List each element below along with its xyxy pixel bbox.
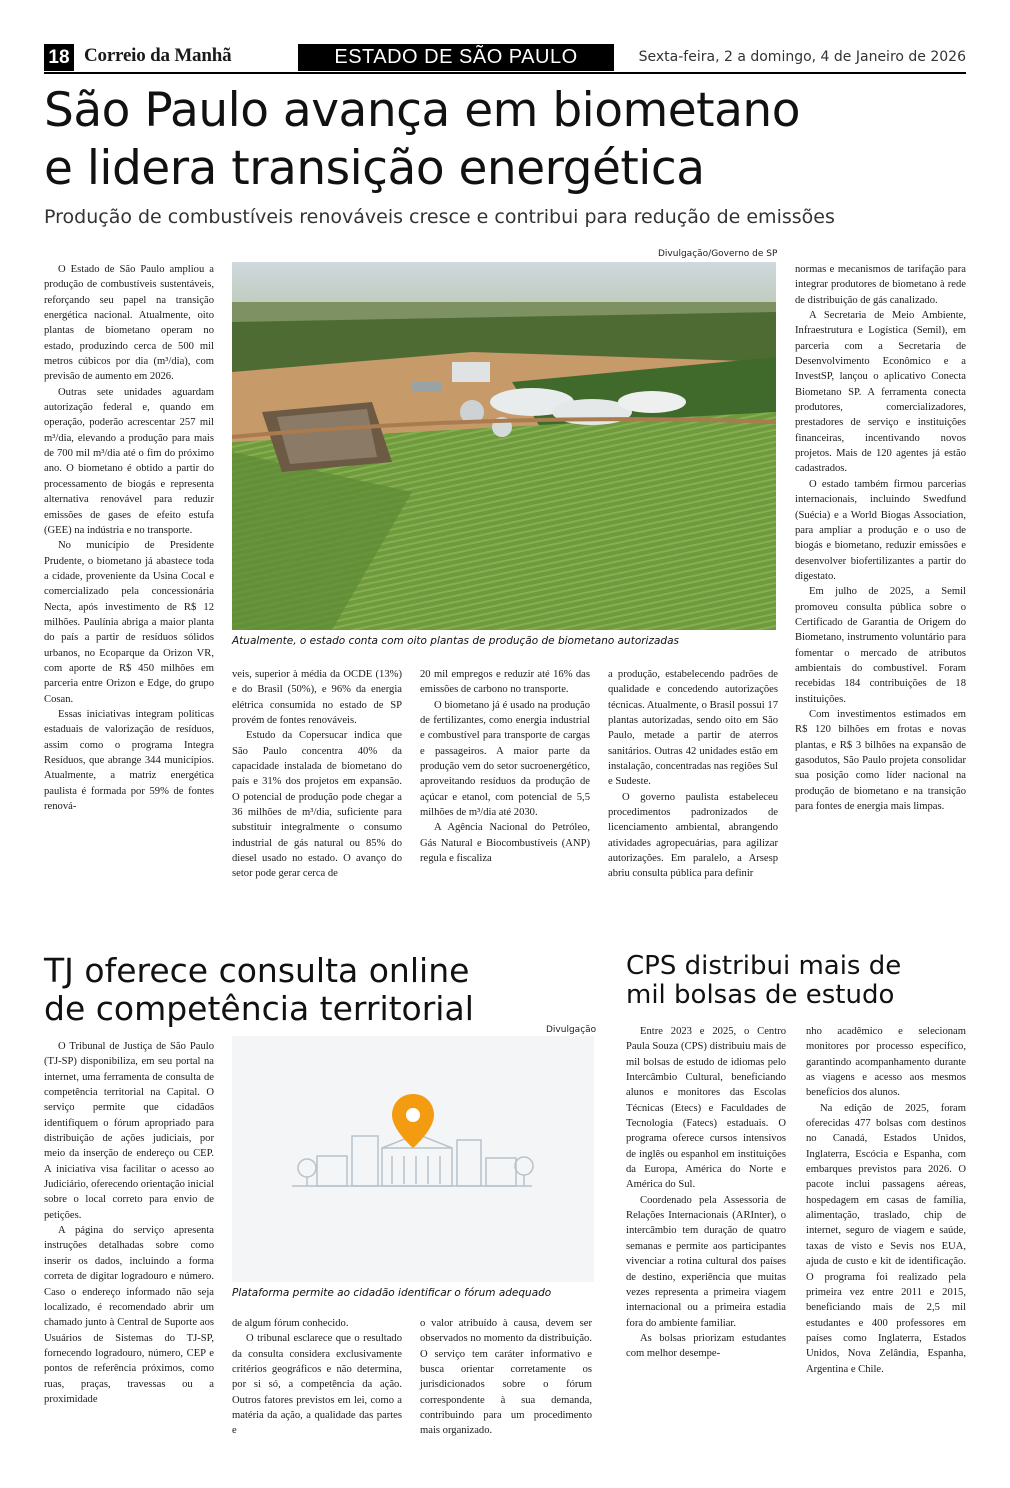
photo-credit: Divulgação/Governo de SP <box>658 249 778 259</box>
paragraph: 20 mil empregos e reduzir até 16% das emissões de carbono no transporte. <box>420 669 590 696</box>
newspaper-name: Correio da Manhã <box>84 45 232 66</box>
article2-column-2 <box>232 1316 402 1439</box>
main-headline <box>44 82 964 198</box>
aerial-plant-illustration <box>232 262 776 630</box>
main-headline-line-2: e lidera transição energética <box>44 141 705 196</box>
article2-column-3 <box>420 1316 592 1439</box>
paragraph: Em julho de 2025, a Semil promoveu consulta pública sobre o Certificado de Garantia de Origem do Biometano, instrumento voluntário para fomentar o mercado de atributos ambientais do combustível. Foram recebidas 184 contribuições de 18 instituições. <box>795 586 966 705</box>
location-pin-city-graphic <box>232 1036 594 1282</box>
tj-headline-line-1: TJ oferece consulta online <box>44 951 470 990</box>
header-rule <box>44 72 966 74</box>
article1-column-4 <box>608 667 778 882</box>
paragraph: nho acadêmico e selecionam monitores por processo específico, garantindo acompanhamento durante as viagens e acesso aos mesmos benefícios dos alunos. <box>806 1026 966 1099</box>
article1-column-5 <box>795 262 966 814</box>
tj-photo-caption: Plataforma permite ao cidadão identificar o fórum adequado <box>232 1287 552 1299</box>
paragraph: A Secretaria de Meio Ambiente, Infraestrutura e Logística (Semil), em parceria com a Secretaria de Desenvolvimento Econômico e a InvestSP, lançou o aplicativo Conecta Biometano SP. A ferramenta conecta produtores, comercializadores, prestadores de serviço e instituições financeiras, incentivando novos projetos. Mais de 120 agentes já estão cadastrados. <box>795 310 966 475</box>
biomethane-plant-photo <box>232 262 776 630</box>
paragraph: normas e mecanismos de tarifação para integrar produtores de biometano à rede de distribuição de gás canalizado. <box>795 264 966 306</box>
cps-headline-line-1: CPS distribui mais de <box>626 951 902 981</box>
paragraph: veis, superior à média da OCDE (13%) e do Brasil (50%), e 96% da energia elétrica consumida no estado de SP provém de fontes renováveis. <box>232 669 402 727</box>
paragraph: Com investimentos estimados em R$ 120 bilhões em frotas e novas plantas, e R$ 3 bilhões na expansão de gasodutos, São Paulo projeta consolidar sua posição como líder nacional na produção de biometano e na transição para fontes de energia mais limpas. <box>795 708 966 813</box>
article1-column-3 <box>420 667 590 866</box>
page-number: 18 <box>44 44 74 71</box>
paragraph: Coordenado pela Assessoria de Relações Internacionais (ARInter), o intercâmbio tem duração de quatro semanas e permite aos participantes vivenciar a rotina cultural dos países de destino, experiência que muitas vezes representa a primeira viagem internacional ou a primeira estadia fora do ambiente familiar. <box>626 1194 786 1329</box>
paragraph: de algum fórum conhecido. <box>232 1318 349 1329</box>
page-header <box>44 44 966 72</box>
paragraph: Entre 2023 e 2025, o Centro Paula Souza (CPS) distribuiu mais de mil bolsas de estudo de idiomas pelo Intercâmbio Cultural, beneficiando alunos e monitores das Escolas Técnicas (Etecs) e Faculdades de Tecnologia (Fatecs) estaduais. O programa oferece cursos intensivos de inglês ou espanhol em instituições da Europa, América do Norte e América do Sul. <box>626 1026 786 1191</box>
paragraph: O biometano já é usado na produção de fertilizantes, como energia industrial e combustível para transporte de cargas e passageiros. A maior parte da produção vem do setor sucroenergético, aproveitando resíduos da produção de açúcar e etanol, com potencial de 5,5 milhões de m³/dia até 2030. <box>420 699 590 819</box>
tj-photo-credit: Divulgação <box>546 1025 597 1035</box>
article3-column-2 <box>806 1024 966 1377</box>
paragraph: Estudo da Copersucar indica que São Paulo concentra 40% da capacidade instalada de biometano do país e 31% dos projetos em expansão. O potencial de produção pode chegar a 36 milhões de m³/dia, suficiente para substituir integralmente o consumo industrial de gás natural ou 85% do diesel usado no estado. O avanço do setor pode gerar cerca de <box>232 730 402 880</box>
paragraph: O governo paulista estabeleceu procedimentos padronizados de licenciamento ambiental, abrangendo atividades agropecuárias, para agilizar autorizações. Em paralelo, a Arsesp abriu consulta pública para definir <box>608 791 778 880</box>
paragraph: Essas iniciativas integram políticas estaduais de valorização de resíduos, assim como o programa Integra Resíduos, que abrange 344 municípios. Atualmente, a matriz energética paulista é formada por 59% de fontes renová- <box>44 708 214 813</box>
cps-headline-line-2: mil bolsas de estudo <box>626 980 895 1010</box>
main-subheadline: Produção de combustíveis renováveis cresce e contribui para redução de emissões <box>44 206 835 228</box>
paragraph: O estado também firmou parcerias internacionais, incluindo Swedfund (Suécia) e a World Biogas Association, para ampliar a produção e o uso de biogás e biometano, reduzir emissões e desenvolver biofertilizantes a partir do digestato. <box>795 478 966 582</box>
paragraph: As bolsas priorizam estudantes com melhor desempe- <box>626 1332 786 1360</box>
cps-headline <box>626 952 966 1010</box>
paragraph: Na edição de 2025, foram oferecidas 477 bolsas com destinos no Canadá, Estados Unidos, Inglaterra, Escócia e Espanha, com embarques previstos para 2026. O pacote inclui passagens aéreas, hospedagem em casas de família, alimentação, traslado, chip de internet, seguro de viagem e saúde, taxas de visto e Sevis nos EUA, ajuda de custo e kit de identificação. O programa foi realizado pela primeira vez entre 2011 e 2015, beneficiando mais de 2,5 mil estudantes e 400 professores em países como Inglaterra, Estados Unidos, Nova Zelândia, Espanha, Argentina e Chile. <box>806 1102 966 1375</box>
paragraph: a produção, estabelecendo padrões de qualidade e concedendo autorizações técnicas. Atualmente, o Brasil possui 17 plantas autorizadas, sendo oito em São Paulo, metade a partir de aterros sanitários. Outras 42 unidades estão em instalação, concentradas nas regiões Sul e Sudeste. <box>608 669 778 788</box>
paragraph: O tribunal esclarece que o resultado da consulta considera exclusivamente critérios geográficos e não determina, por si só, a competência da ação. Outros fatores previstos em lei, como a matéria da ação, a qualidade das partes e <box>232 1333 402 1437</box>
article1-column-1 <box>44 262 214 814</box>
paragraph: Outras sete unidades aguardam autorização federal e, quando em operação, poderão acrescentar 257 mil m³/dia, elevando a produção para mais de 700 mil m³/dia até o fim do próximo ano. O biometano é obtido a partir do processamento de biogás e representa alternativa renovável para reduzir emissões de gases de efeito estufa (GEE) na indústria e no transporte. <box>44 386 214 536</box>
paragraph: O Estado de São Paulo ampliou a produção de combustíveis sustentáveis, reforçando seu papel na transição energética nacional. Atualmente, oito plantas de biometano operam no estado, produzindo cerca de 500 mil metros cúbicos por dia (m³/dia), com previsão de aumento em 2026. <box>44 264 214 383</box>
tj-headline <box>44 952 584 1028</box>
main-headline-line-1: São Paulo avança em biometano <box>44 83 800 138</box>
section-title: ESTADO DE SÃO PAULO <box>298 44 614 71</box>
tj-headline-line-2: de competência territorial <box>44 989 474 1028</box>
city-map-illustration <box>232 1036 594 1282</box>
paragraph: o valor atribuído à causa, devem ser observados no momento da distribuição. O serviço tem caráter informativo e busca orientar corretamente os jurisdicionados sobre o fórum correspondente à sua demanda, contribuindo para um procedimento mais organizado. <box>420 1318 592 1437</box>
article2-column-1 <box>44 1039 214 1407</box>
photo-caption: Atualmente, o estado conta com oito plantas de produção de biometano autorizadas <box>232 635 679 647</box>
paragraph: A Agência Nacional do Petróleo, Gás Natural e Biocombustíveis (ANP) regula e fiscaliza <box>420 822 590 865</box>
article3-column-1 <box>626 1024 786 1362</box>
edition-date: Sexta-feira, 2 a domingo, 4 de Janeiro de 2026 <box>638 49 966 65</box>
paragraph: No município de Presidente Prudente, o biometano já abastece toda a cidade, proveniente da Usina Cocal e comercializado pela concessionária Necta, após investimento de R$ 12 milhões. Paulínia abriga a maior planta do país a partir de resíduos sólidos urbanos, no Ecoparque da Orizon VR, com aporte de R$ 450 milhões em parceria entre Orizon e Edge, do grupo Cosan. <box>44 540 214 705</box>
paragraph: O Tribunal de Justiça de São Paulo (TJ-SP) disponibiliza, em seu portal na internet, uma ferramenta de consulta de competência territorial na Capital. O serviço permite que cidadãos identifiquem o fórum apropriado para distribuição de ações judiciais, por meio da inserção de endereço ou CEP. A iniciativa visa facilitar o acesso ao Judiciário, oferecendo orientação inicial sobre o local correto para envio de petições. <box>44 1041 215 1221</box>
article1-column-2 <box>232 667 402 882</box>
paragraph: A página do serviço apresenta instruções detalhadas sobre como inserir os dados, incluindo a forma correta de digitar logradouro e número. Caso o endereço informado não seja localizado, é recomendado abrir um chamado junto à Central de Suporte aos Usuários de Sistemas do TJ-SP, fornecendo logradouro, número, CEP e pontos de referência próximos, como ruas, praças, travessas ou a proximidade <box>44 1225 214 1405</box>
